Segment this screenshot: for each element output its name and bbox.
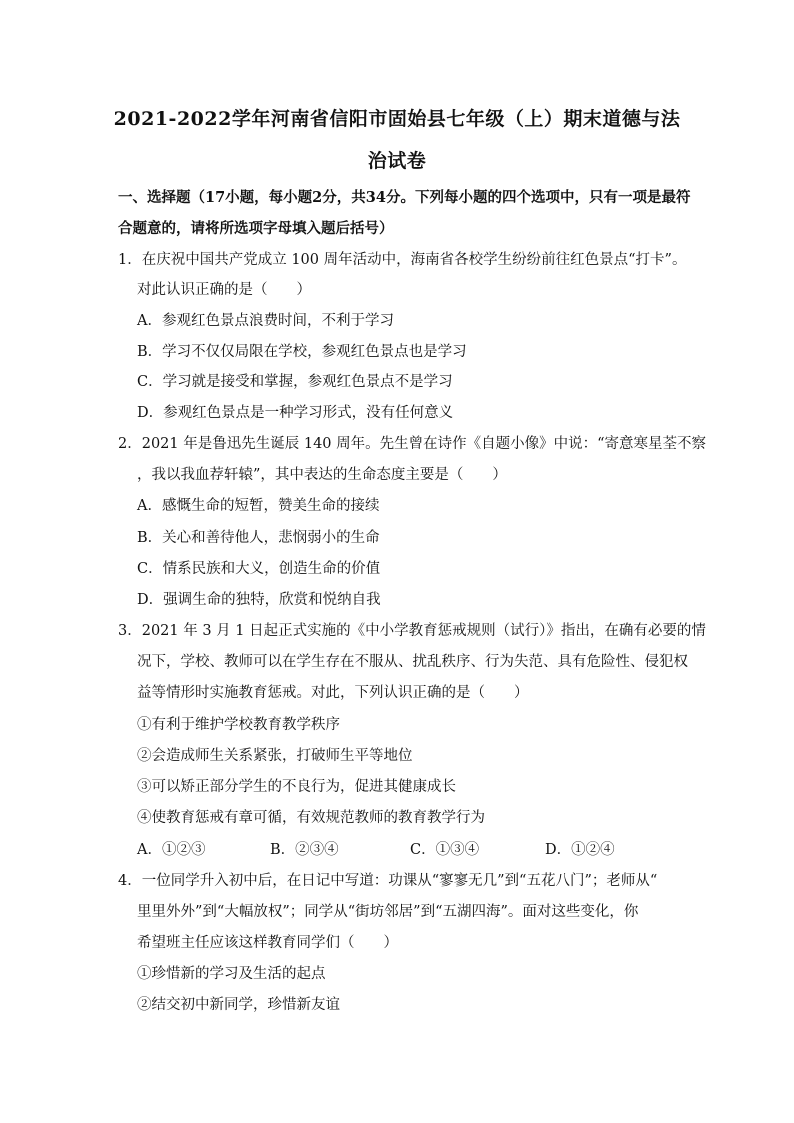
question-3-statement-2: ②会造成师生关系紧张，打破师生平等地位 <box>137 748 413 764</box>
question-4-stem-line-2: 里里外外”到“大幅放权”；同学从“街坊邻居”到“五湖四海”。面对这些变化，你 <box>137 904 639 920</box>
question-3-stem-line-2: 况下，学校、教师可以在学生存在不服从、扰乱秩序、行为失范、具有危险性、侵犯权 <box>137 654 688 670</box>
question-3-statement-3: ③可以矫正部分学生的不良行为，促进其健康成长 <box>137 779 456 795</box>
question-2-stem-line-2: ，我以我血荐轩辕”，其中表达的生命态度主要是（ ） <box>137 467 507 483</box>
question-3-stem-line-1: 3．2021 年 3 月 1 日起正式实施的《中小学教育惩戒规则（试行）》指出，在确有必要的情 <box>118 623 706 639</box>
question-3-choice-d: D．①②④ <box>545 842 615 858</box>
question-3-choice-a: A．①②③ <box>137 842 206 858</box>
question-3-stem-line-3: 益等情形时实施教育惩戒。对此，下列认识正确的是（ ） <box>137 685 529 701</box>
question-4-stem-line-1: 4．一位同学升入初中后，在日记中写道：功课从“寥寥无几”到“五花八门”；老师从“ <box>118 873 658 889</box>
question-2-option-a: A．感慨生命的短暂，赞美生命的接续 <box>137 498 380 514</box>
question-4-stem-line-3: 希望班主任应该这样教育同学们（ ） <box>137 935 398 951</box>
question-1-stem-line-2: 对此认识正确的是（ ） <box>137 282 311 298</box>
question-1-option-b: B．学习不仅仅局限在学校，参观红色景点也是学习 <box>137 344 467 360</box>
section-heading-line-1: 一、选择题（17小题，每小题2分，共34分。下列每小题的四个选项中，只有一项是最符 <box>118 189 691 206</box>
exam-title-line-2: 治试卷 <box>367 150 427 172</box>
question-2-option-c: C．情系民族和大义，创造生命的价值 <box>137 561 381 577</box>
question-1-option-c: C．学习就是接受和掌握，参观红色景点不是学习 <box>137 374 453 390</box>
question-1-stem-line-1: 1．在庆祝中国共产党成立 100 周年活动中，海南省各校学生纷纷前往红色景点“打卡”。 <box>118 252 687 268</box>
question-2-option-d: D．强调生命的独特，欣赏和悦纳自我 <box>137 592 381 608</box>
question-1-option-a: A．参观红色景点浪费时间，不利于学习 <box>137 313 394 329</box>
question-3-choice-c: C．①③④ <box>410 842 480 858</box>
question-1-option-d: D．参观红色景点是一种学习形式，没有任何意义 <box>137 405 454 421</box>
question-4-statement-2: ②结交初中新同学，珍惜新友谊 <box>137 997 340 1013</box>
question-3-statement-4: ④使教育惩戒有章可循，有效规范教师的教育教学行为 <box>137 810 485 826</box>
section-heading-line-2: 合题意的，请将所选项字母填入题后括号） <box>118 220 394 237</box>
exam-title-line-1: 2021-2022学年河南省信阳市固始县七年级（上）期末道德与法 <box>113 108 681 130</box>
question-4-statement-1: ①珍惜新的学习及生活的起点 <box>137 966 326 982</box>
question-3-statement-1: ①有利于维护学校教育教学秩序 <box>137 717 340 733</box>
question-2-stem-line-1: 2．2021 年是鲁迅先生诞辰 140 周年。先生曾在诗作《自题小像》中说：“寄意寒星荃不察 <box>118 436 707 452</box>
question-3-choice-b: B．②③④ <box>270 842 339 858</box>
question-2-option-b: B．关心和善待他人，悲悯弱小的生命 <box>137 530 380 546</box>
